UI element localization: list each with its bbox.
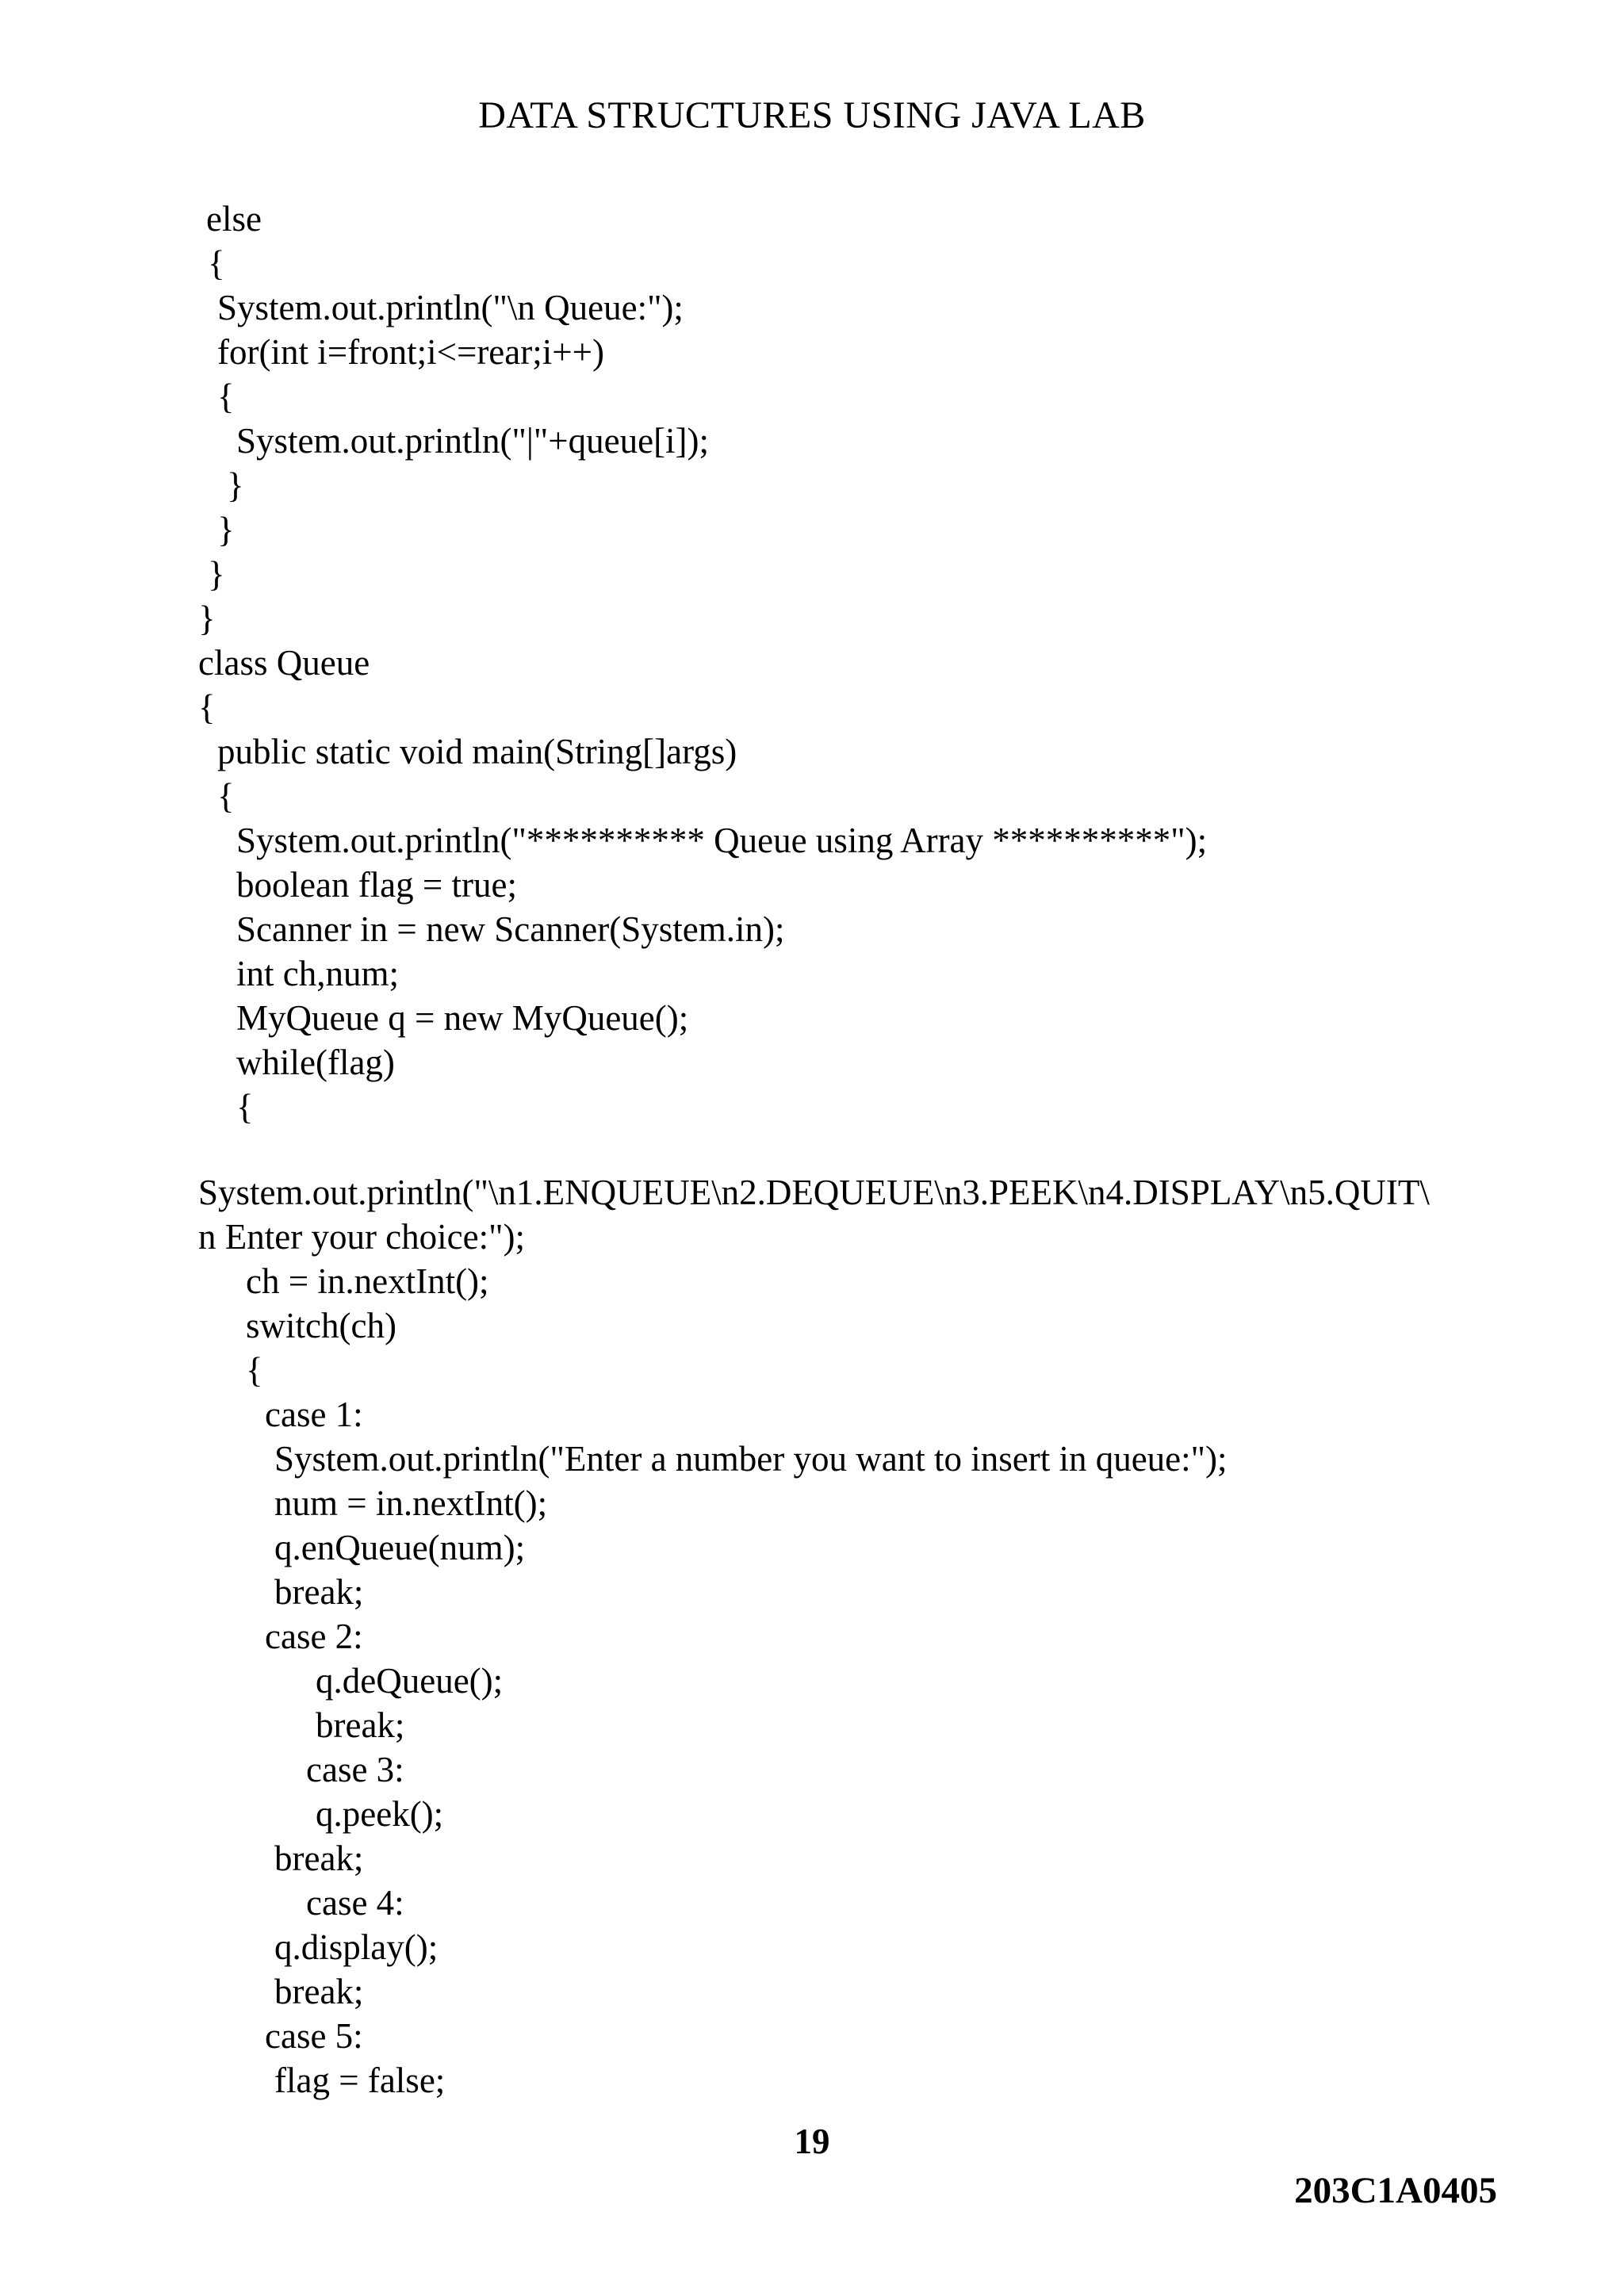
- code-line: System.out.println("\n1.ENQUEUE\n2.DEQUEUE\n3.PEEK\n4.DISPLAY\n5.QUIT\: [198, 1173, 1430, 1212]
- code-line: case 4:: [306, 1883, 404, 1923]
- code-line: }: [217, 510, 235, 549]
- page-header-title: DATA STRUCTURES USING JAVA LAB: [478, 94, 1146, 136]
- code-line: {: [217, 377, 235, 416]
- code-line: break;: [274, 1972, 364, 2011]
- code-line: num = in.nextInt();: [274, 1483, 548, 1523]
- code-line: case 2:: [265, 1617, 363, 1656]
- code-line: System.out.println("|"+queue[i]);: [236, 421, 710, 461]
- code-line: while(flag): [236, 1043, 395, 1082]
- code-line: {: [246, 1350, 263, 1390]
- code-line: flag = false;: [274, 2061, 446, 2100]
- code-line: break;: [274, 1572, 364, 1612]
- code-line: else: [206, 199, 262, 239]
- roll-number: 203C1A0405: [1294, 2170, 1497, 2211]
- code-line: q.display();: [274, 1927, 439, 1967]
- code-line: break;: [274, 1839, 364, 1878]
- code-line: q.peek();: [316, 1794, 444, 1834]
- code-line: Scanner in = new Scanner(System.in);: [236, 909, 785, 949]
- code-line: int ch,num;: [236, 954, 399, 993]
- code-line: case 5:: [265, 2016, 363, 2056]
- code-line: {: [208, 243, 225, 283]
- page-number: 19: [794, 2122, 830, 2161]
- code-line: }: [198, 599, 216, 638]
- code-line: System.out.println("\n Queue:");: [217, 288, 684, 327]
- code-line: class Queue: [198, 643, 370, 683]
- code-line: switch(ch): [246, 1306, 396, 1345]
- code-line: break;: [316, 1705, 405, 1745]
- code-line: ch = in.nextInt();: [246, 1261, 489, 1301]
- code-line: public static void main(String[]args): [217, 732, 737, 771]
- code-line: MyQueue q = new MyQueue();: [236, 998, 689, 1038]
- code-line: }: [227, 465, 244, 505]
- code-line: q.deQueue();: [316, 1661, 504, 1701]
- code-line: case 1:: [265, 1395, 363, 1434]
- code-line: for(int i=front;i<=rear;i++): [217, 332, 604, 372]
- code-line: System.out.println("********** Queue using Array **********");: [236, 821, 1208, 860]
- code-line: boolean flag = true;: [236, 865, 518, 905]
- code-line: System.out.println("Enter a number you want to insert in queue:");: [274, 1439, 1228, 1479]
- code-line: {: [236, 1087, 254, 1127]
- code-line: {: [198, 687, 216, 727]
- code-line: }: [208, 554, 225, 594]
- code-line: q.enQueue(num);: [274, 1528, 526, 1567]
- code-line: n Enter your choice:");: [198, 1217, 525, 1257]
- code-line: {: [217, 776, 235, 816]
- code-line: case 3:: [306, 1750, 404, 1789]
